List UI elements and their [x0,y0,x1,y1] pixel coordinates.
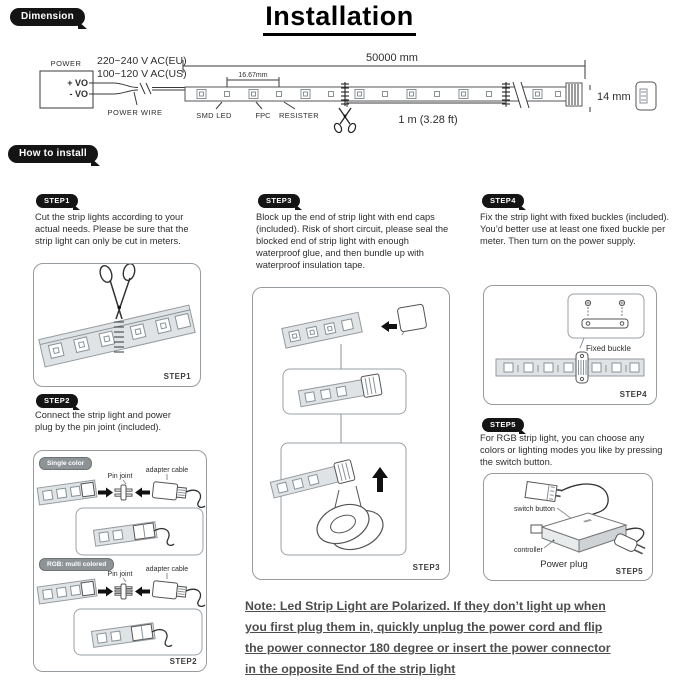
step2-figure-label: STEP2 [169,657,197,666]
fixed-buckle-on-strip [576,352,588,383]
total-length-label: 50000 mm [366,52,418,64]
negative-terminal-label: - VO [69,89,88,99]
step3-figure-label: STEP3 [412,563,440,572]
buckle-inset-box [568,294,644,338]
controller-label: controller [514,547,543,554]
strip-band [282,312,362,348]
strip-band [496,359,644,376]
arrow-right-icon [98,488,113,498]
step2-badge: STEP2 [36,394,78,408]
pin-joint-label: Pin joint [107,571,133,578]
controller-wire [561,484,608,518]
strip-band [37,579,97,604]
step3-badge: STEP3 [258,194,300,208]
adapter-cable-icon [152,482,205,508]
smd-led-label: SMD LED [196,111,232,120]
voltage-eu-label: 220~240 V AC(EU) [97,55,187,67]
step2-figure [33,450,207,672]
note-line: Note: Led Strip Light are Polarized. If they don’t light up when [245,599,606,613]
fixed-buckle-label: Fixed buckle [586,344,631,353]
step4-text: Fix the strip light with fixed buckles (included). You’d better use at least one fixed buckle per meter. Then turn on the power supply. [480,212,670,246]
step5-figure [483,473,653,581]
pin-joint-icon [115,485,132,500]
note-line: the power connector 180 degree or insert the power connector [245,641,611,655]
positive-terminal-label: + VO [67,78,88,88]
step1-figure [33,263,201,387]
cut-unit-label: 1 m (3.28 ft) [398,114,458,126]
adapter-cable-label: adapter cable [145,566,189,573]
led-pitch-dimension [227,72,279,87]
connector-piece-icon [636,82,656,110]
led-pitch-label: 16.67mm [238,72,268,79]
fixed-buckle-icon [582,319,628,328]
voltage-us-label: 100~120 V AC(US) [97,68,187,80]
adapter-cable-label: adapter cable [145,467,189,474]
step5-badge: STEP5 [482,418,524,432]
step4-illustration [484,286,656,404]
step5-text: For RGB strip light, you can choose any colors or lighting modes you like by pressing the switch button. [480,433,663,467]
scissors-icon [333,108,357,134]
step4-figure-label: STEP4 [619,390,647,399]
how-to-install-section-badge: How to install [8,145,98,163]
fpc-label: FPC [255,111,271,120]
strip-band [37,480,97,505]
cut-unit-dimension [347,99,506,126]
step3-illustration [253,288,449,579]
step3-figure [252,287,450,580]
arrow-left-icon [381,321,397,332]
power-wire-icon [113,83,185,105]
power-wire-label: POWER WIRE [107,108,163,117]
end-cap-icon [397,304,427,335]
note-line: in the opposite End of the strip light [245,662,456,676]
strip-width-label: 14 mm [597,91,631,103]
step1-text: Cut the strip lights according to your actual needs. Please be sure that the strip light can only be cut in meters. [35,212,189,246]
arrow-left-icon [135,488,150,498]
step1-illustration [34,264,200,386]
led-strip-drawing [185,82,582,108]
dimension-diagram [0,46,679,146]
polarity-note [245,596,679,680]
rgb-multi-colored-pill: RGB: multi colored [39,558,114,571]
pin-joint-icon [115,584,132,599]
power-plug-label: Power plug [540,559,588,570]
step4-badge: STEP4 [482,194,524,208]
step5-illustration [484,474,652,580]
step1-figure-label: STEP1 [163,372,191,381]
arrow-left-icon [135,587,150,597]
dimension-section-badge: Dimension [10,8,85,26]
power-plug-icon [613,533,646,557]
arrow-right-icon [98,587,113,597]
adapter-cable-icon [152,581,205,607]
note-line: you first plug them in, quickly unplug the power cord and flip [245,620,603,634]
page-title: Installation [0,1,679,36]
step1-badge: STEP1 [36,194,78,208]
step3-text: Block up the end of strip light with end caps (included). Risk of short circuit, please seal the blocked end of strip light with enough waterproof glue, and then bundle up with waterproof insulation tape. [256,212,449,270]
strip-connector-icon [525,482,562,503]
step5-figure-label: STEP5 [615,567,643,576]
strip-end-connector [566,83,582,106]
scissors-icon [98,264,136,319]
single-color-pill: Single color [39,457,92,470]
cut-mark-icon [114,322,124,352]
switch-button-label: switch button [514,506,555,513]
step4-figure [483,285,657,405]
resister-label: RESISTER [279,111,319,120]
step2-text: Connect the strip light and power plug by the pin joint (included). [35,410,171,432]
controller-icon [531,513,626,552]
pin-joint-label: Pin joint [107,473,133,480]
power-box-label: POWER [50,59,82,68]
